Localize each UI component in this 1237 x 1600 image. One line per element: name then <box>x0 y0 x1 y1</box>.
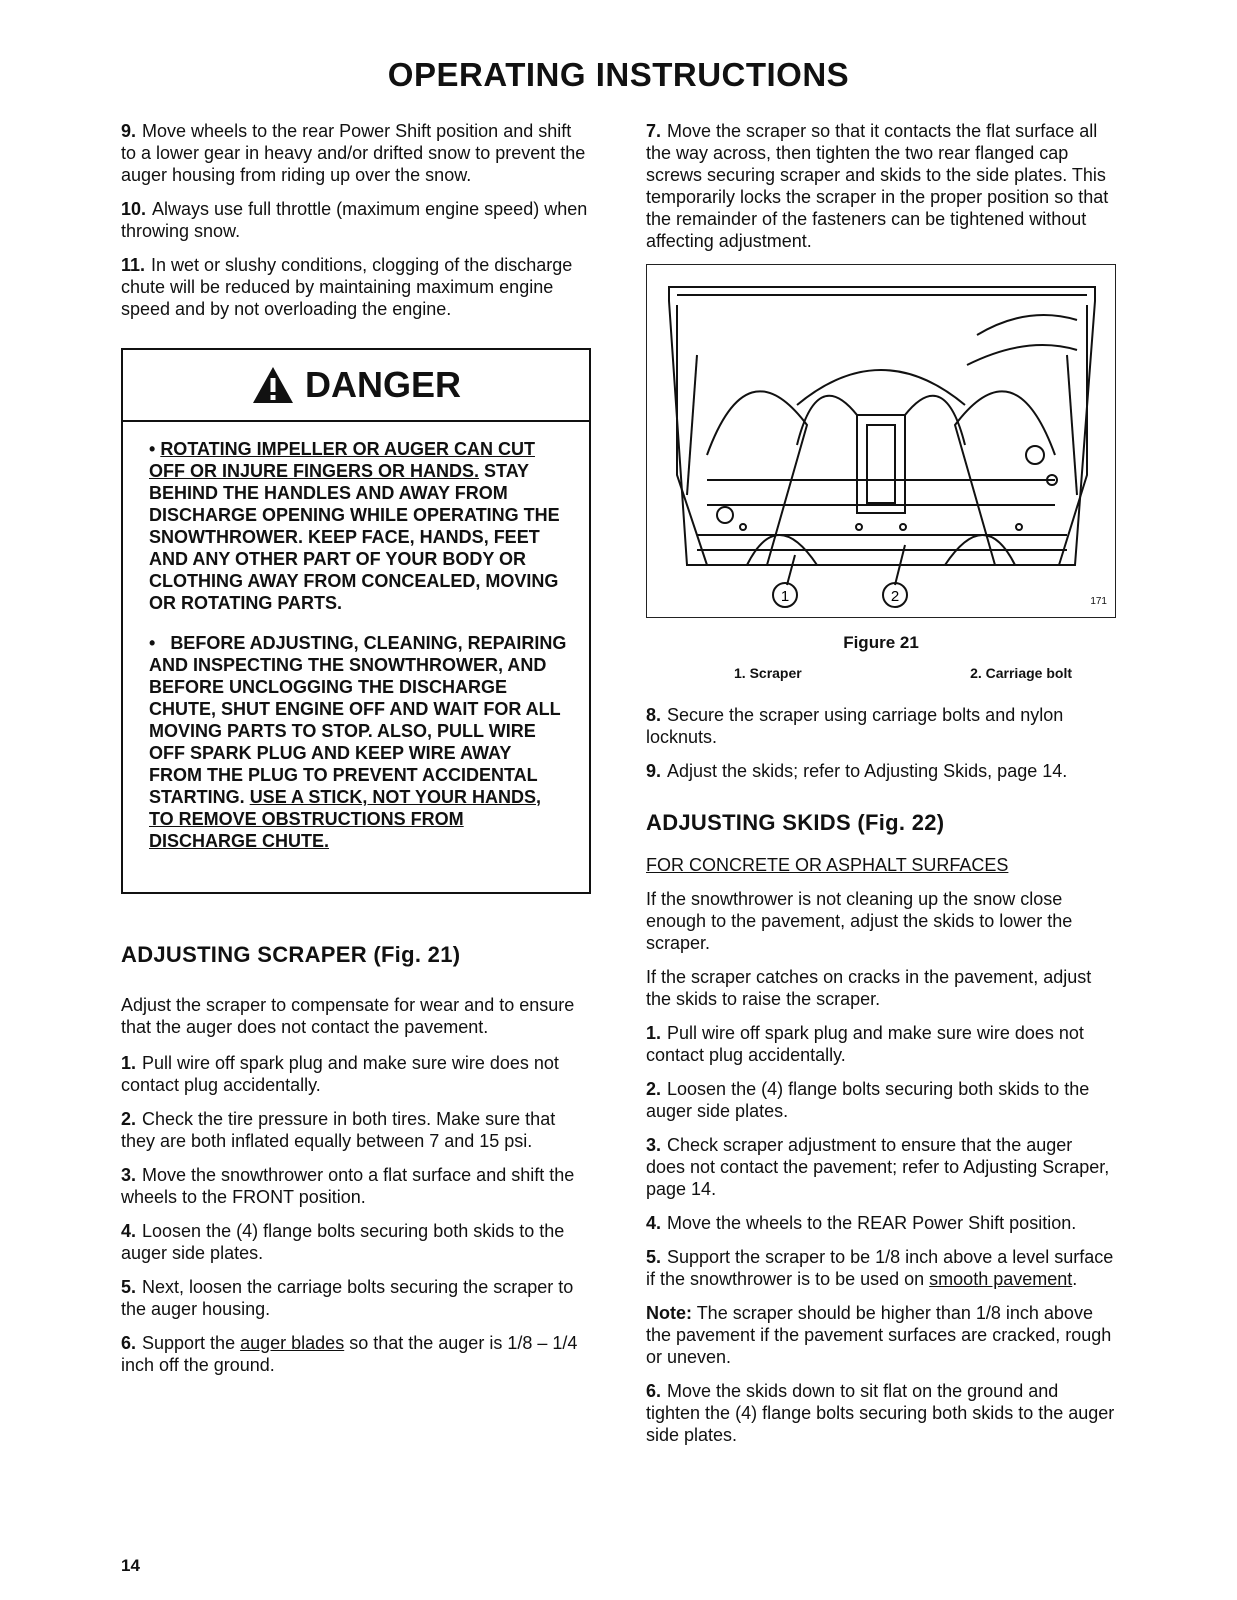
danger-body <box>123 422 589 892</box>
danger-warning-box <box>121 348 591 894</box>
list-item: 9. Move wheels to the rear Power Shift position and shift to a lower gear in heavy and/or drifted snow to prevent the auger housing from riding up over the snow. <box>121 121 586 185</box>
list-item: 11. In wet or slushy conditions, clogging of the discharge chute will be reduced by maintaining maximum engine speed and by not overloading the engine. <box>121 255 573 319</box>
page-number: 14 <box>121 1556 140 1575</box>
list-item: 6. Support the auger blades so that the auger is 1/8 – 1/4 inch off the ground. <box>121 1333 578 1375</box>
skids-intro-1: If the snowthrower is not cleaning up the snow close enough to the pavement, adjust the skids to lower the scraper. <box>646 889 1073 953</box>
list-item: 5. Next, loosen the carriage bolts securing the scraper to the auger housing. <box>121 1277 574 1319</box>
right-column <box>646 120 1116 1458</box>
list-item: 1. Pull wire off spark plug and make sure wire does not contact plug accidentally. <box>121 1053 559 1095</box>
danger-paragraph-2: • BEFORE ADJUSTING, CLEANING, REPAIRING AND INSPECTING THE SNOWTHROWER, AND BEFORE UNCLOGGING THE DISCHARGE CHUTE, SHUT ENGINE OFF AND WAIT FOR ALL MOVING PARTS TO STOP. ALSO, PULL WIRE OFF SPARK PLUG AND KEEP WIRE AWAY FROM THE PLUG TO PREVENT ACCIDENTAL STARTING. USE A STICK, NOT YOUR HANDS, TO REMOVE OBSTRUCTIONS FROM DISCHARGE CHUTE. <box>149 633 567 851</box>
skids-intro-2: If the scraper catches on cracks in the pavement, adjust the skids to raise the scraper. <box>646 967 1092 1009</box>
list-item: 1. Pull wire off spark plug and make sure wire does not contact plug accidentally. <box>646 1023 1084 1065</box>
scraper-intro: Adjust the scraper to compensate for wear and to ensure that the auger does not contact the pavement. <box>121 995 575 1037</box>
danger-paragraph-1: • ROTATING IMPELLER OR AUGER CAN CUT OFF OR INJURE FINGERS OR HANDS. STAY BEHIND THE HANDLES AND AWAY FROM DISCHARGE OPENING WHILE OPERATING THE SNOWTHROWER. KEEP FACE, HANDS, FEET AND ANY OTHER PART OF YOUR BODY OR CLOTHING AWAY FROM CONCEALED, MOVING OR ROTATING PARTS. <box>149 439 560 613</box>
danger-header <box>123 350 589 422</box>
list-item: 9. Adjust the skids; refer to Adjusting Skids, page 14. <box>646 761 1068 781</box>
callout-2: 2 <box>890 588 900 605</box>
legend-item-scraper: 1. Scraper <box>734 665 802 681</box>
left-column <box>121 120 591 1388</box>
auger-housing-illustration <box>647 265 1115 617</box>
list-item: 10. Always use full throttle (maximum engine speed) when throwing snow. <box>121 199 588 241</box>
figure-title: Figure 21 <box>843 633 919 652</box>
skids-heading: ADJUSTING SKIDS (Fig. 22) <box>646 810 945 835</box>
list-item: 5. Support the scraper to be 1/8 inch above a level surface if the snowthrower is to be used on smooth pavement. <box>646 1247 1114 1289</box>
page-title: OPERATING INSTRUCTIONS <box>387 56 850 93</box>
figure-legend <box>646 662 1116 684</box>
warning-triangle-icon <box>251 365 295 405</box>
scraper-heading: ADJUSTING SCRAPER (Fig. 21) <box>121 942 461 967</box>
list-item: 2. Check the tire pressure in both tires. Make sure that they are both inflated equally between 7 and 15 psi. <box>121 1109 556 1151</box>
danger-heading: DANGER <box>304 364 461 405</box>
note: Note: The scraper should be higher than 1/8 inch above the pavement if the pavement surfaces are cracked, rough or uneven. <box>646 1303 1112 1367</box>
list-item: 7. Move the scraper so that it contacts the flat surface all the way across, then tighten the two rear flanged cap screws securing scraper and skids to the side plates. This temporarily locks the scraper in the proper position so that the remainder of the fasteners can be tightened without affecting adjustment. <box>646 121 1109 251</box>
figure-code: 171 <box>1090 596 1107 607</box>
list-item: 6. Move the skids down to sit flat on the ground and tighten the (4) flange bolts securing both skids to the auger side plates. <box>646 1381 1115 1445</box>
callout-1: 1 <box>780 588 790 605</box>
skids-subheading: FOR CONCRETE OR ASPHALT SURFACES <box>646 855 1009 875</box>
list-item: 8. Secure the scraper using carriage bolts and nylon locknuts. <box>646 705 1064 747</box>
figure-21-illustration <box>646 264 1116 618</box>
list-item: 3. Check scraper adjustment to ensure that the auger does not contact the pavement; refer to Adjusting Scraper, page 14. <box>646 1135 1110 1199</box>
list-item: 3. Move the snowthrower onto a flat surface and shift the wheels to the FRONT position. <box>121 1165 575 1207</box>
list-item: 4. Move the wheels to the REAR Power Shift position. <box>646 1213 1077 1233</box>
list-item: 2. Loosen the (4) flange bolts securing both skids to the auger side plates. <box>646 1079 1090 1121</box>
list-item: 4. Loosen the (4) flange bolts securing both skids to the auger side plates. <box>121 1221 565 1263</box>
legend-item-carriage-bolt: 2. Carriage bolt <box>970 665 1072 681</box>
